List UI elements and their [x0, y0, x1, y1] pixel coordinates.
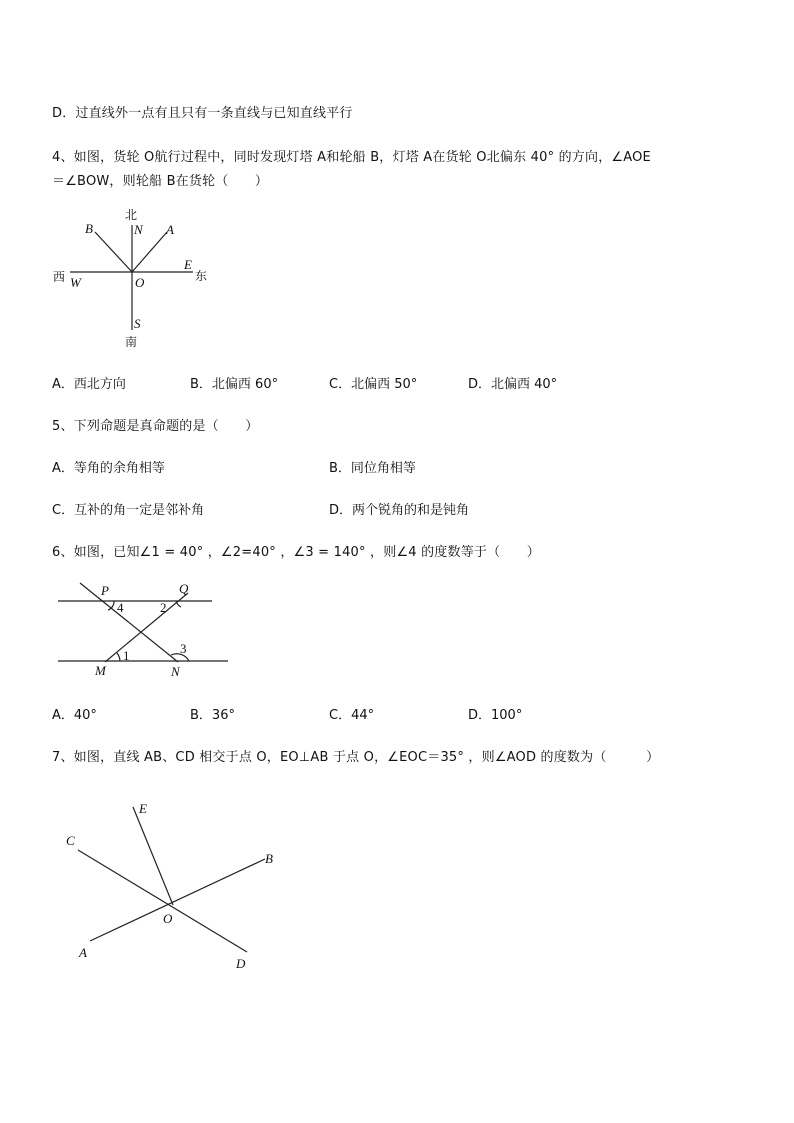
q4-label-east: 东 [195, 269, 208, 283]
q5-option-c: C．互补的角一定是邻补角 [52, 503, 205, 518]
q6-parallel-lines-figure [50, 575, 235, 685]
q6-label-angle2: 2 [160, 600, 167, 615]
q4-stem-line1: 4、如图，货轮 O航行过程中，同时发现灯塔 A和轮船 B，灯塔 A在货轮 O北偏东 40° 的方向，∠AOE [52, 150, 651, 165]
q4-label-N: N [134, 222, 143, 237]
q6-angle2-arc [176, 601, 181, 607]
q7-stem: 7、如图，直线 AB、CD 相交于点 O，EO⊥AB 于点 O，∠EOC＝35° ，则∠AOD 的度数为（ ） [52, 750, 660, 765]
q6-option-a: A．40° [52, 708, 97, 723]
q6-stem: 6、如图，已知∠1 = 40° ，∠2=40° ，∠3 = 140° ，则∠4 的度数等于（ ） [52, 545, 540, 560]
q5-option-b: B．同位角相等 [329, 461, 416, 476]
q7-ray-oe [133, 807, 173, 905]
q6-option-d: D．100° [468, 708, 523, 723]
q3-option-d: D．过直线外一点有且只有一条直线与已知直线平行 [52, 106, 353, 121]
q4-oa-line [132, 232, 167, 272]
q5-option-d: D．两个锐角的和是钝角 [329, 503, 470, 518]
q4-label-O: O [135, 275, 145, 290]
q4-label-north: 北 [125, 208, 138, 222]
q7-label-A: A [79, 945, 87, 960]
q4-ob-line [95, 232, 132, 272]
q6-angle1-arc [117, 653, 120, 661]
q4-label-E: E [184, 257, 192, 272]
q6-label-N: N [171, 664, 180, 679]
q7-label-C: C [66, 833, 75, 848]
q4-compass-figure [45, 205, 225, 355]
q4-option-b: B．北偏西 60° [190, 377, 279, 392]
q4-option-a: A．西北方向 [52, 377, 126, 392]
q7-label-O: O [163, 911, 173, 926]
q6-option-b: B．36° [190, 708, 235, 723]
q7-label-E: E [139, 801, 147, 816]
q6-angle4-arc [108, 601, 114, 610]
q6-label-angle3: 3 [180, 641, 187, 656]
q4-label-south: 南 [125, 335, 138, 349]
q6-label-M: M [95, 663, 106, 678]
q6-option-c: C．44° [329, 708, 375, 723]
q5-stem: 5、下列命题是真命题的是（ ） [52, 419, 259, 434]
q6-label-angle1: 1 [123, 648, 130, 663]
q4-label-A: A [166, 222, 174, 237]
q7-line-ab [90, 859, 265, 941]
q6-label-P: P [101, 583, 109, 598]
q4-label-B: B [85, 221, 93, 236]
q4-option-c: C．北偏西 50° [329, 377, 418, 392]
q7-intersecting-lines-figure [60, 795, 290, 980]
q7-line-cd [78, 850, 247, 952]
q4-label-west: 西 [53, 270, 66, 284]
q6-label-Q: Q [179, 581, 189, 596]
q7-label-D: D [236, 956, 246, 971]
q7-label-B: B [265, 851, 273, 866]
q4-label-W: W [70, 275, 81, 290]
q5-option-a: A．等角的余角相等 [52, 461, 165, 476]
q4-option-d: D．北偏西 40° [468, 377, 558, 392]
q4-label-S: S [134, 316, 141, 331]
q4-stem-line2: ＝∠BOW，则轮船 B在货轮（ ） [52, 174, 269, 189]
q6-label-angle4: 4 [117, 600, 124, 615]
